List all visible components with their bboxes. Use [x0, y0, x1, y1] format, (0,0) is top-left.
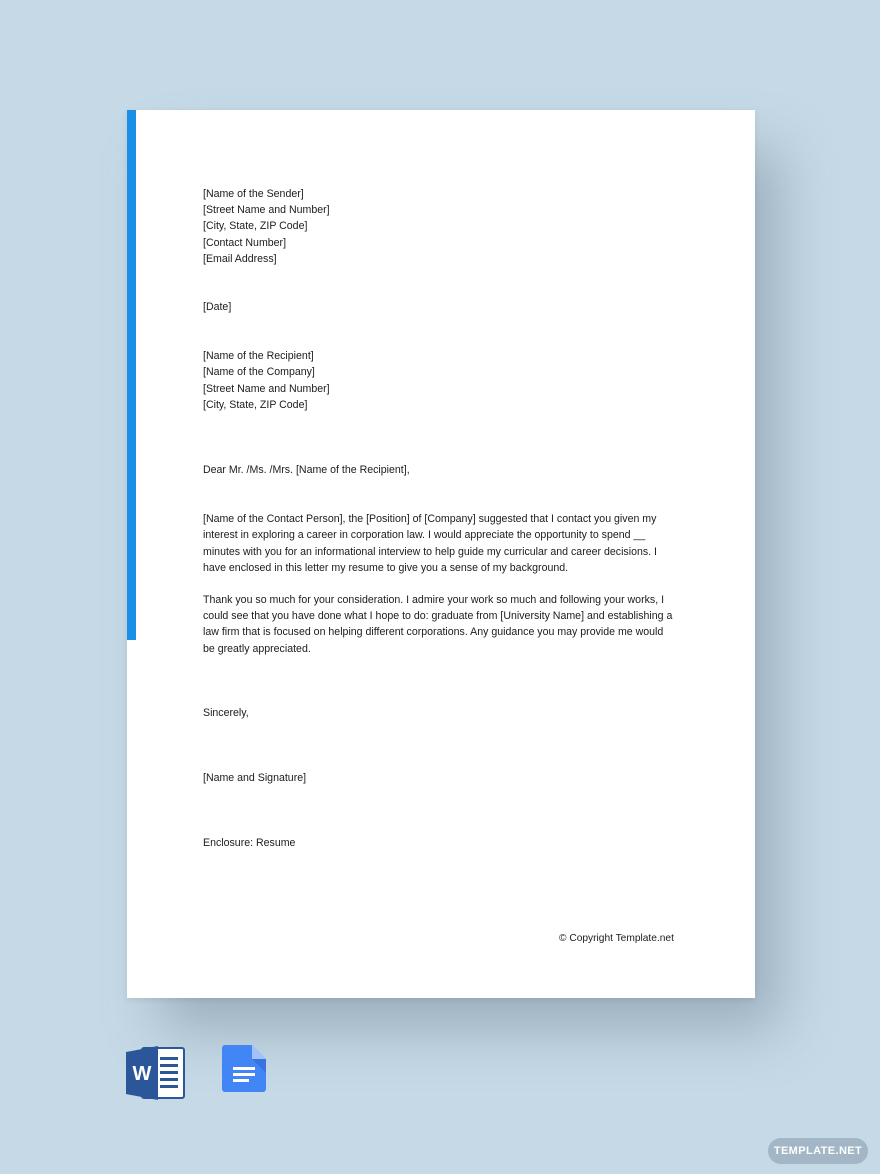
recipient-block	[203, 348, 693, 413]
recipient-line: [Street Name and Number]	[203, 382, 330, 395]
ms-word-icon[interactable]	[126, 1046, 186, 1100]
paragraph-line: Thank you so much for your consideration. I admire your work so much and following your works, I	[203, 594, 665, 607]
recipient-line: [City, State, ZIP Code]	[203, 398, 308, 411]
sender-block	[203, 186, 693, 267]
closing: Sincerely,	[203, 706, 249, 719]
letter-date: [Date]	[203, 301, 232, 314]
letter-body	[203, 186, 693, 851]
paragraph-2	[203, 592, 693, 657]
enclosure-note: Enclosure: Resume	[203, 837, 296, 850]
recipient-line: [Name of the Recipient]	[203, 350, 314, 363]
paragraph-line: law firm that is focused on helping different corporations. Any guidance you may provide me would	[203, 626, 664, 639]
letter-page	[127, 110, 755, 998]
sender-line: [City, State, ZIP Code]	[203, 220, 308, 233]
sender-line: [Street Name and Number]	[203, 204, 330, 217]
recipient-line: [Name of the Company]	[203, 366, 315, 379]
paragraph-line: be greatly appreciated.	[203, 642, 311, 655]
sender-line: [Contact Number]	[203, 236, 287, 249]
template-net-badge[interactable]: TEMPLATE.NET	[768, 1138, 868, 1164]
google-docs-icon[interactable]	[222, 1045, 266, 1092]
paragraph-1	[203, 511, 693, 576]
word-icon-letter: W	[132, 1063, 152, 1085]
paragraph-line: minutes with you for an informational interview to help guide my curricular and career decisions. I	[203, 545, 657, 558]
paragraph-line: could see that you have done what I hope to do: graduate from [University Name] and establishing a	[203, 610, 673, 623]
accent-bar	[127, 110, 136, 640]
paragraph-line: interest in exploring a career in corporation law. I would appreciate the opportunity to spend __	[203, 529, 646, 542]
sender-line: [Email Address]	[203, 252, 277, 265]
paragraph-line: have enclosed in this letter my resume to give you a sense of my background.	[203, 561, 569, 574]
copyright-notice: © Copyright Template.net	[559, 933, 674, 944]
sender-line: [Name of the Sender]	[203, 188, 304, 200]
salutation: Dear Mr. /Ms. /Mrs. [Name of the Recipient],	[203, 464, 410, 477]
paragraph-line: [Name of the Contact Person], the [Position] of [Company] suggested that I contact you given my	[203, 513, 657, 526]
signature-placeholder: [Name and Signature]	[203, 772, 307, 785]
